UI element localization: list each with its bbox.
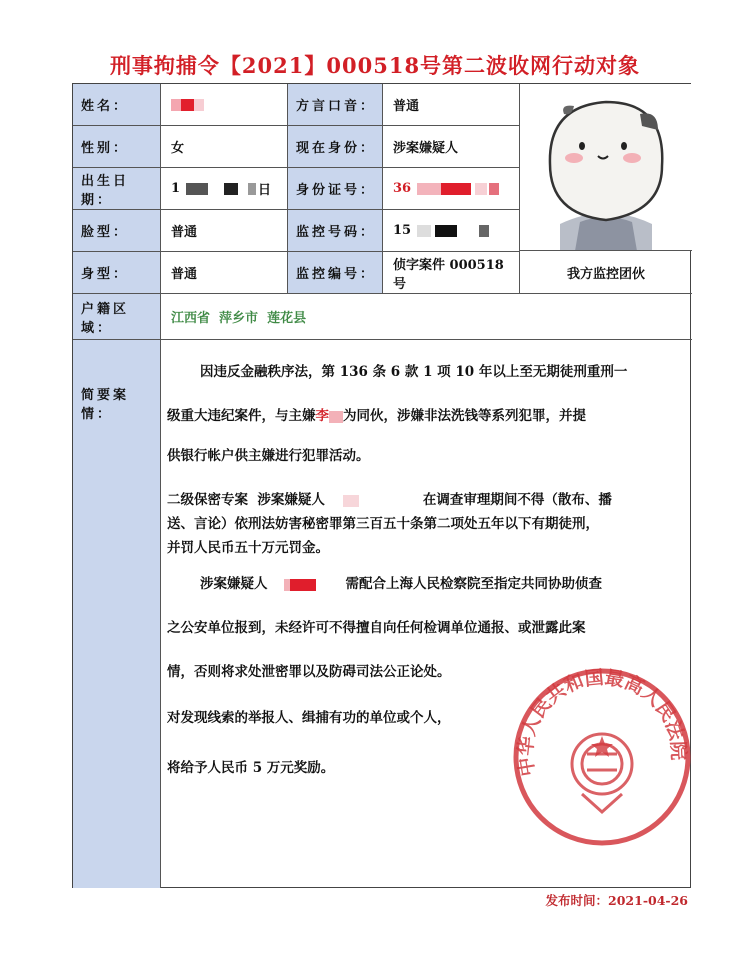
gender-value: 女 — [161, 126, 288, 168]
case-text-segment: 二级保密专案 涉案嫌疑人 — [167, 492, 325, 508]
case-line: 送、言论）依刑法妨害秘密罪第三百五十条第二项处五年以下有期徒刑， — [167, 516, 599, 532]
status-value: 涉案嫌疑人 — [383, 126, 520, 168]
redacted-dob-3 — [248, 183, 256, 195]
cartoon-avatar-icon — [520, 84, 692, 251]
accomplice-surname: 李 — [315, 408, 329, 424]
id-start: 36 — [393, 181, 412, 196]
case-label: 简要案情： — [73, 340, 161, 888]
monitor-code-label: 监控编号： — [288, 252, 383, 294]
case-text-segment: 涉案嫌疑人 — [200, 576, 268, 592]
publish-time: 发布时间：2021-04-26 — [545, 893, 688, 908]
case-text-segment: 级重大违纪案件，与主嫌 — [167, 408, 316, 424]
suspect-photo — [520, 84, 692, 251]
redacted-suspect — [343, 495, 359, 507]
dob-end: 日 — [258, 183, 272, 198]
page-title: 刑事拘捕令【2021】000518号第二波收网行动对象 — [109, 53, 641, 78]
id-value — [383, 168, 520, 210]
dob-start: 1 — [171, 181, 181, 196]
id-label: 身份证号： — [288, 168, 383, 210]
name-value — [161, 84, 288, 126]
face-value: 普通 — [161, 210, 288, 252]
monitor-code-value: 侦字案件 000518 号 — [383, 252, 520, 294]
case-line: 因违反金融秩序法，第 136 条 6 款 1 项 10 年以上至无期徒刑重刑一 — [200, 364, 628, 380]
case-line: 并罚人民币五十万元罚金。 — [167, 540, 329, 556]
case-text-segment: 在调查审理期间不得（散布、播 — [422, 492, 612, 508]
body-value: 普通 — [161, 252, 288, 294]
redacted-name-3 — [194, 99, 204, 111]
redacted-suspect-3 — [290, 579, 316, 591]
case-text-segment: 为同伙，涉嫌非法洗钱等系列犯罪，并提 — [343, 408, 586, 424]
case-line: 供银行帐户供主嫌进行犯罪活动。 — [167, 448, 370, 464]
redacted-dob-2 — [224, 183, 238, 195]
redacted-dob — [186, 183, 208, 195]
monitor-number-label: 监控号码： — [288, 210, 383, 252]
case-text-segment: 需配合上海人民检察院至指定共同协助侦查 — [345, 576, 602, 592]
dialect-label: 方言口音： — [288, 84, 383, 126]
court-seal-icon — [507, 662, 697, 852]
case-line: 之公安单位报到，未经许可不得擅自向任何检调单位通报、或泄露此案 — [167, 620, 586, 636]
dob-label: 出生日期： — [73, 168, 161, 210]
body-label: 身型： — [73, 252, 161, 294]
redacted-phone-2 — [435, 225, 457, 237]
case-line — [167, 488, 687, 508]
svg-text:中华人民共和国最高人民法院 — [513, 667, 690, 778]
dob-value — [161, 168, 288, 210]
redacted-name — [171, 99, 181, 111]
redacted-phone — [417, 225, 431, 237]
case-line — [200, 572, 720, 592]
region-label: 户籍区域： — [73, 294, 161, 340]
case-line — [167, 404, 687, 424]
face-label: 脸型： — [73, 210, 161, 252]
gender-label: 性别： — [73, 126, 161, 168]
seal-text: 中华人民共和国最高人民法院 — [514, 666, 690, 778]
redacted-id-2 — [441, 183, 471, 195]
status-label: 现在身份： — [288, 126, 383, 168]
monitor-number-start: 15 — [393, 223, 412, 238]
case-line: 将给予人民币 5 万元奖励。 — [167, 760, 335, 776]
redacted-phone-3 — [479, 225, 489, 237]
redacted-id — [417, 183, 441, 195]
case-line: 情，否则将求处泄密罪以及防碍司法公正论处。 — [167, 664, 451, 680]
name-label: 姓名： — [73, 84, 161, 126]
team-label: 我方监控团伙 — [520, 252, 692, 294]
case-line: 对发现线索的举报人、缉捕有功的单位或个人， — [167, 710, 451, 726]
redacted-id-4 — [489, 183, 499, 195]
redacted-accomplice — [329, 411, 343, 423]
monitor-number-value — [383, 210, 520, 252]
region-value: 江西省 萍乡市 莲花县 — [161, 294, 692, 340]
redacted-id-3 — [475, 183, 487, 195]
dialect-value: 普通 — [383, 84, 520, 126]
redacted-name-2 — [181, 99, 194, 111]
